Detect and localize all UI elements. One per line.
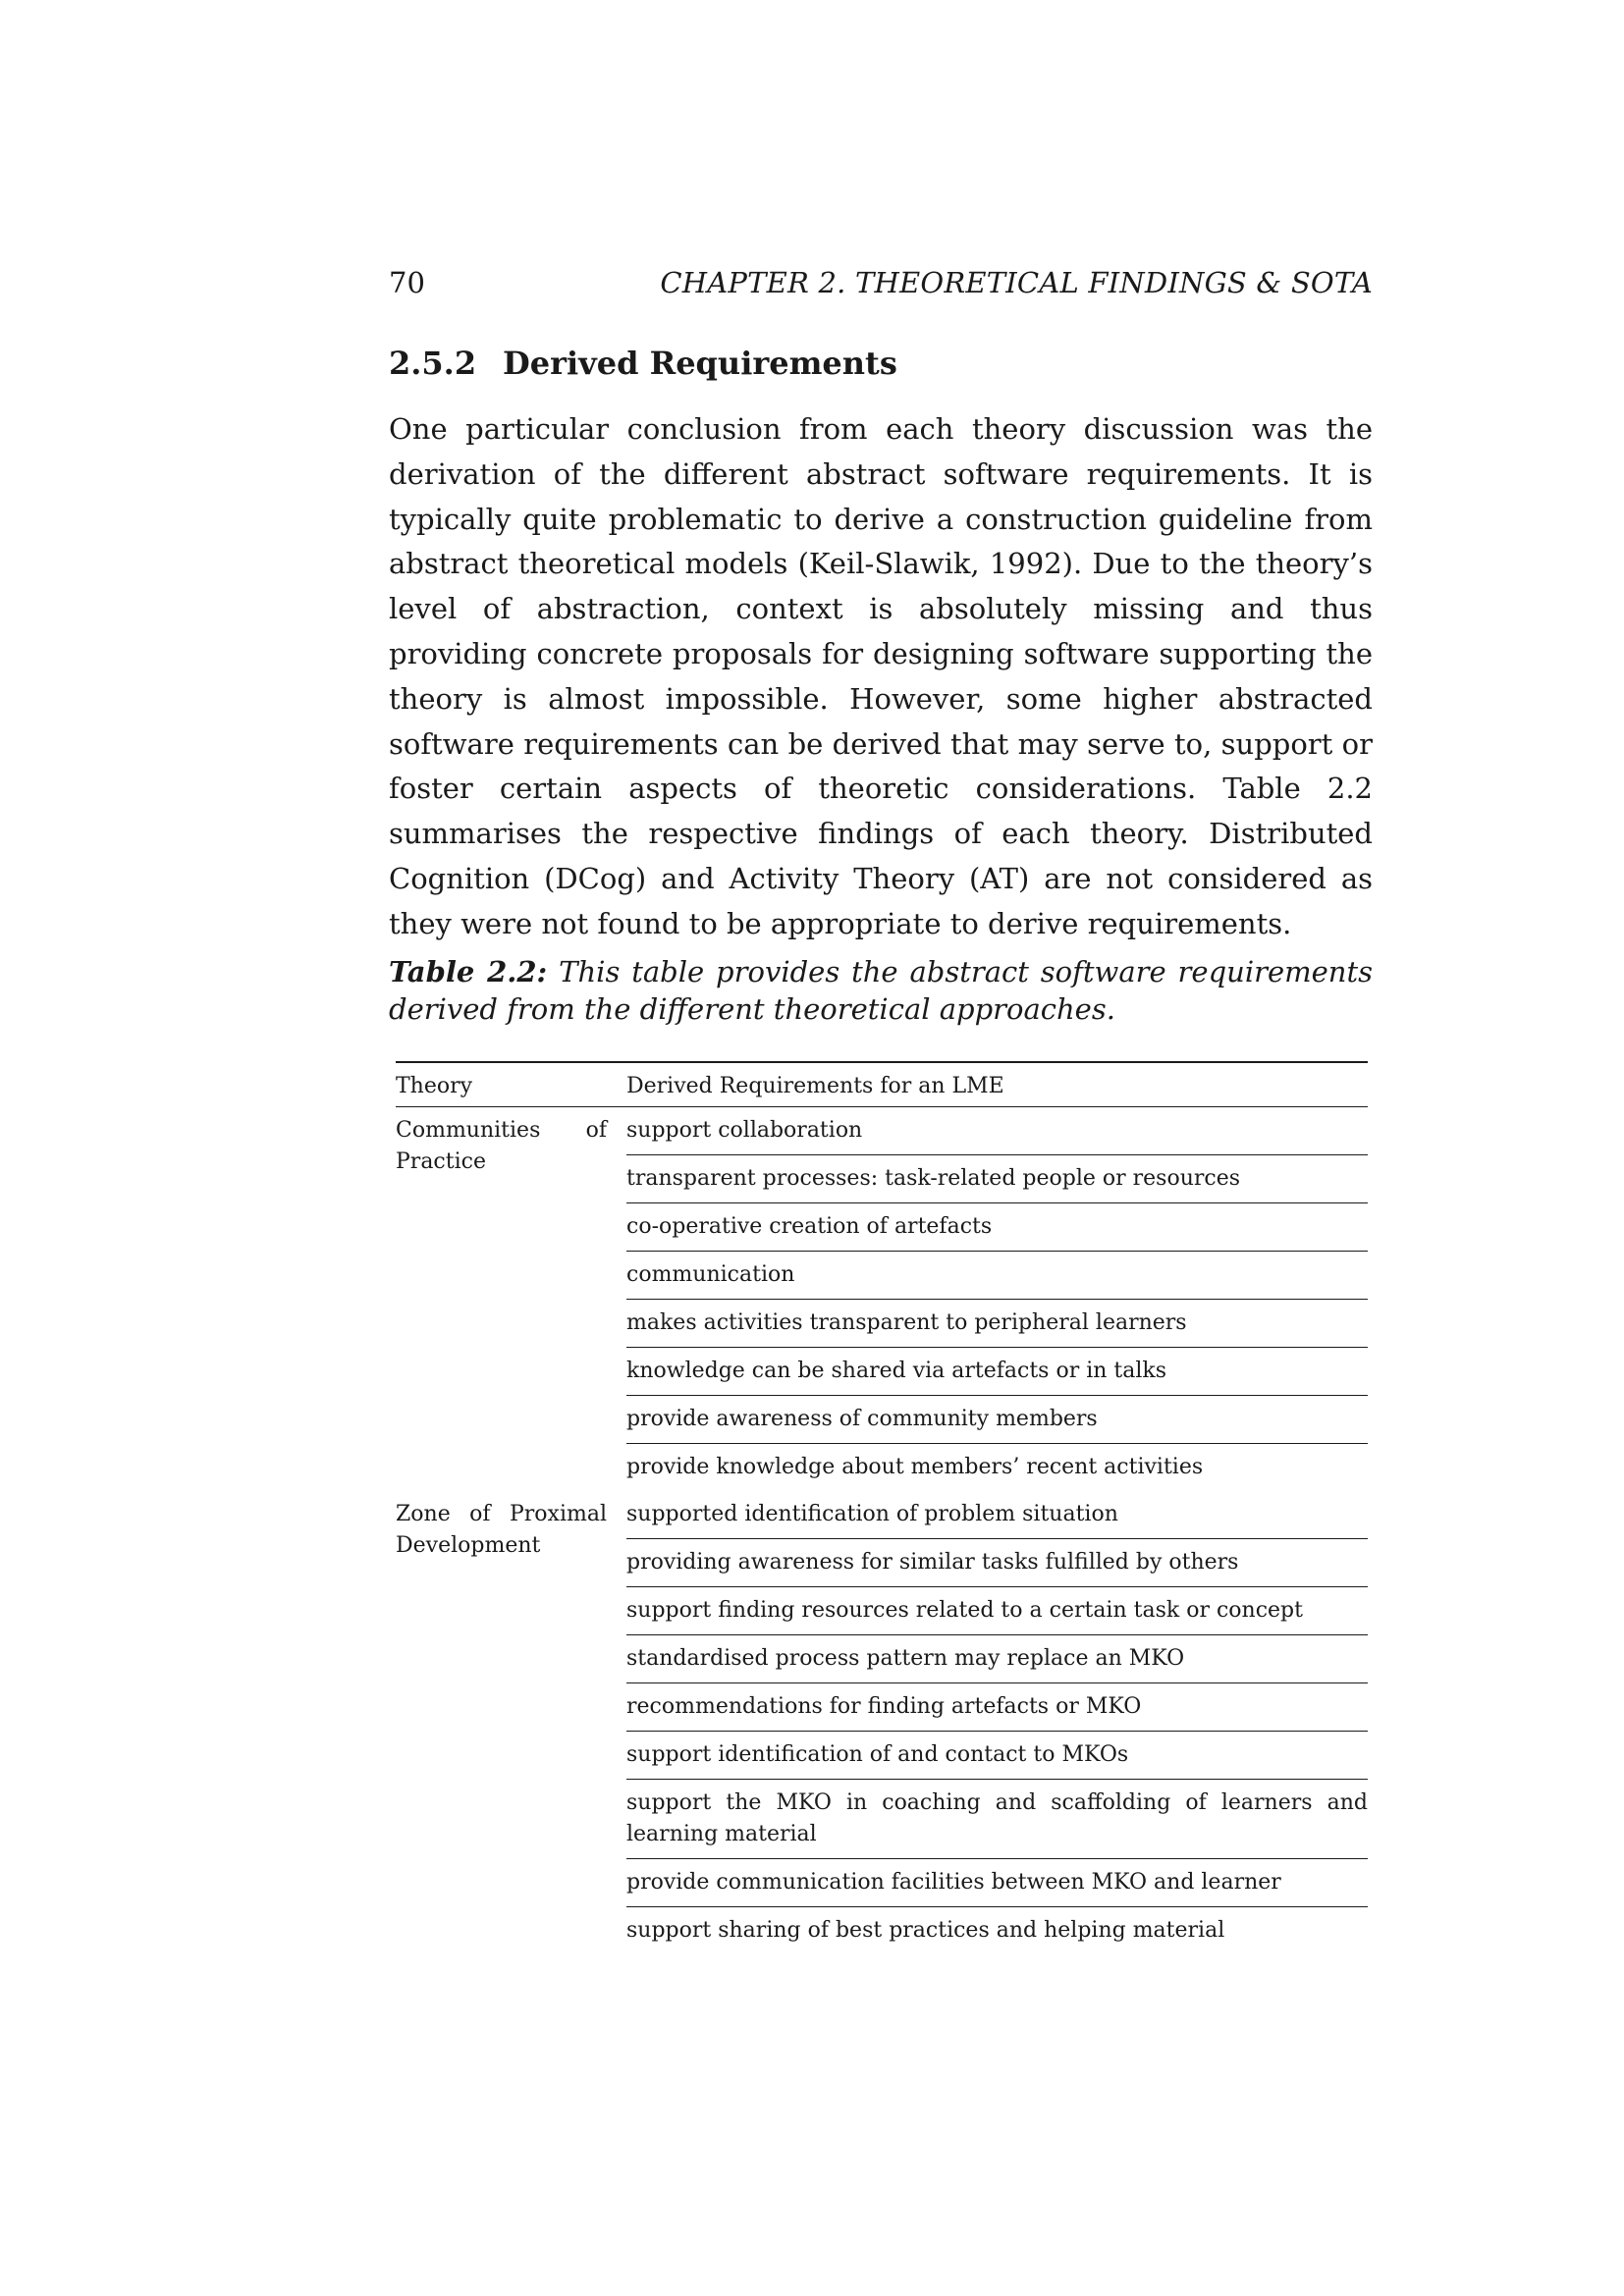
table-group-zpd (396, 1491, 1368, 1954)
section-number: 2.5.2 (389, 345, 477, 382)
header-theory: Theory (396, 1074, 473, 1098)
table-row: provide communication facilities between MKO and learner (626, 1859, 1368, 1907)
chapter-title: CHAPTER 2. THEORETICAL FINDINGS & SOTA (660, 266, 1373, 299)
table-row: recommendations for finding artefacts or MKO (626, 1683, 1368, 1732)
theory-cell: Communities of Practice (396, 1118, 607, 1174)
running-head (389, 261, 1373, 304)
caption-text: This table provides the abstract software requirements derived from the different theoretical approaches. (389, 955, 1373, 1026)
table-caption (389, 953, 1373, 1028)
requirement-cells (626, 1491, 1368, 1954)
section-title: Derived Requirements (503, 345, 897, 382)
table-row: co-operative creation of artefacts (626, 1203, 1368, 1252)
table-row: support the MKO in coaching and scaffolding of learners and learning material (626, 1780, 1368, 1859)
requirement-cells (626, 1107, 1368, 1491)
table-row: support sharing of best practices and helping material (626, 1918, 1225, 1943)
table-row: transparent processes: task-related people or resources (626, 1155, 1368, 1203)
requirements-table (396, 1061, 1368, 1954)
table-row: knowledge can be shared via artefacts or in talks (626, 1348, 1368, 1396)
table-header-row (396, 1061, 1368, 1107)
table-row: standardised process pattern may replace an MKO (626, 1635, 1368, 1683)
table-row: support collaboration (626, 1107, 1368, 1155)
table-row: provide knowledge about members’ recent activities (626, 1455, 1204, 1479)
table-row: supported identification of problem situation (626, 1491, 1368, 1539)
table-group-communities (396, 1107, 1368, 1491)
table-row: makes activities transparent to peripheral learners (626, 1300, 1368, 1348)
section-heading (389, 342, 1373, 385)
table-row: support identification of and contact to MKOs (626, 1732, 1368, 1780)
page-number: 70 (389, 266, 425, 299)
header-requirements: Derived Requirements for an LME (626, 1074, 1004, 1098)
body-paragraph: One particular conclusion from each theory discussion was the derivation of the different abstract software requirements. It is typically quite problematic to derive a construction guideline from abstract theoretical models (Keil-Slawik, 1992). Due to the theory’s level of abstraction, context is absolutely missing and thus providing concrete proposals for designing software supporting the theory is almost impossible. However, some higher abstracted software requirements can be derived that may serve to, support or foster certain aspects of theoretic considerations. Table 2.2 summarises the respective findings of each theory. Distributed Cognition (DCog) and Activity Theory (AT) are not considered as they were not found to be appropriate to derive requirements. (389, 412, 1373, 940)
table-row: support finding resources related to a certain task or concept (626, 1587, 1368, 1635)
table-row: provide awareness of community members (626, 1396, 1368, 1444)
table-row: communication (626, 1252, 1368, 1300)
caption-label: Table 2.2: (389, 955, 548, 988)
table-row: providing awareness for similar tasks fulfilled by others (626, 1539, 1368, 1587)
theory-cell: Zone of Proximal Development (396, 1502, 607, 1558)
